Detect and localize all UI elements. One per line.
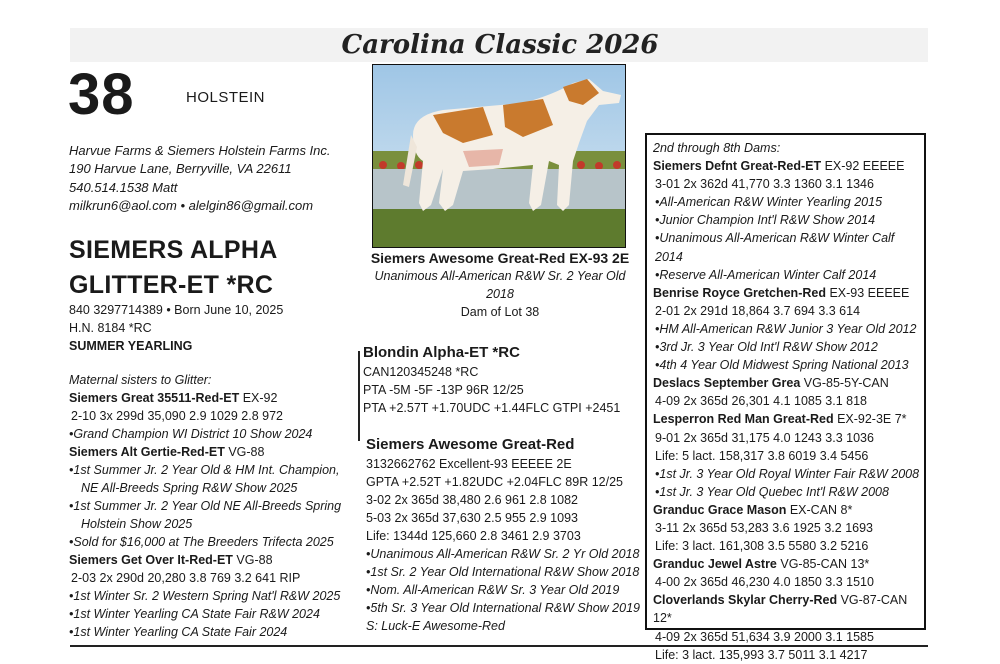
maternal-header: Maternal sisters to Glitter: — [69, 373, 212, 387]
photo-caption — [360, 249, 640, 321]
maternal-sisters — [69, 371, 359, 641]
entry-score: VG-88 — [232, 553, 273, 567]
sire-name: Blondin Alpha-ET *RC — [363, 344, 520, 361]
record-line: Life: 5 lact. 158,317 3.8 6019 3.4 5456 — [655, 448, 869, 463]
entry-name: Siemers Alt Gertie-Red-ET — [69, 445, 225, 459]
record-line: 4-09 2x 365d 51,634 3.9 2000 3.1 1585 — [655, 629, 874, 644]
dam-block — [366, 435, 646, 635]
entry-name: Siemers Great 35511-Red-ET — [69, 391, 240, 405]
sale-title: Carolina Classic 2026 — [341, 30, 659, 60]
award-line: •1st Jr. 3 Year Old Royal Winter Fair R&W 2008 — [655, 466, 920, 481]
entry-name: Lesperron Red Man Great-Red — [653, 412, 834, 427]
award-line: •Unanimous All-American R&W Winter Calf 2014 — [655, 231, 895, 264]
record-line: Life: 3 lact. 135,993 3.7 5011 3.1 4217 — [655, 647, 868, 662]
award-line: •Reserve All-American Winter Calf 2014 — [655, 267, 877, 282]
sire-line: PTA -5M -5F -13P 96R 12/25 — [363, 383, 524, 397]
entry-name: Deslacs September Grea — [653, 376, 801, 391]
entry-name: Siemers Get Over It-Red-ET — [69, 553, 233, 567]
award-line: NE All-Breeds Spring R&W Show 2025 — [81, 481, 298, 495]
animal-ids — [69, 301, 283, 355]
award-line: •1st Sr. 2 Year Old International R&W Show 2018 — [366, 565, 640, 579]
entry-score: VG-87-CAN 12* — [653, 593, 908, 626]
award-line: •1st Summer Jr. 2 Year Old & HM Int. Champion, — [69, 463, 340, 477]
animal-name-line: GLITTER-ET *RC — [69, 271, 274, 299]
award-line: •Grand Champion WI District 10 Show 2024 — [69, 427, 313, 441]
animal-entry-title — [653, 591, 923, 627]
entry-score: EX-92-3E 7* — [833, 412, 907, 427]
caption-subtitle: Unanimous All-American R&W Sr. 2 Year Old 2018 — [374, 269, 626, 301]
record-line: GPTA +2.52T +1.82UDC +2.04FLC 89R 12/25 — [366, 475, 623, 489]
entry-score: EX-93 EEEEE — [825, 285, 910, 300]
record-line: 3-02 2x 365d 38,480 2.6 961 2.8 1082 — [366, 493, 578, 507]
entry-score: EX-CAN 8* — [786, 502, 853, 517]
entry-name: Granduc Jewel Astre — [653, 557, 777, 572]
caption-note: Dam of Lot 38 — [460, 305, 540, 319]
sire-line: CAN120345248 *RC — [363, 365, 479, 379]
award-line: •1st Winter Yearling CA State Fair 2024 — [69, 625, 288, 639]
consignor-block — [69, 142, 331, 215]
consignor-address: 190 Harvue Lane, Berryville, VA 22611 — [69, 161, 292, 177]
animal-entry-title — [69, 551, 359, 569]
award-line: •Nom. All-American R&W Sr. 3 Year Old 2019 — [366, 583, 620, 597]
award-line: •Unanimous All-American R&W Sr. 2 Yr Old 2018 — [366, 547, 640, 561]
award-line: •All-American R&W Winter Yearling 2015 — [655, 195, 883, 210]
consignor-name: Harvue Farms & Siemers Holstein Farms Inc. — [69, 143, 331, 158]
animal-entry-title — [69, 389, 359, 407]
registration-line: 840 3297714389 • Born June 10, 2025 — [69, 303, 284, 317]
animal-name-line: SIEMERS ALPHA — [69, 236, 278, 264]
record-line: 3132662762 Excellent-93 EEEEE 2E — [366, 457, 572, 471]
animal-entry-title — [653, 410, 923, 428]
award-line: •3rd Jr. 3 Year Old Int'l R&W Show 2012 — [655, 340, 878, 355]
caption-title: Siemers Awesome Great-Red EX-93 2E — [370, 250, 630, 266]
entry-score: VG-88 — [224, 445, 265, 459]
entry-score: VG-85-CAN 13* — [776, 557, 870, 572]
lot-number: 38 — [68, 62, 135, 127]
pedigree-bracket — [358, 351, 360, 441]
award-line: •Sold for $16,000 at The Breeders Trifecta 2025 — [69, 535, 334, 549]
award-line: Holstein Show 2025 — [81, 517, 193, 531]
entry-score: VG-85-5Y-CAN — [800, 376, 889, 391]
record-line: 2-10 3x 299d 35,090 2.9 1029 2.8 972 — [71, 409, 283, 423]
award-line: S: Luck-E Awesome-Red — [366, 619, 505, 633]
entry-name: Siemers Defnt Great-Red-ET — [653, 159, 822, 174]
entry-name: Benrise Royce Gretchen-Red — [653, 285, 826, 300]
record-line: 3-01 2x 362d 41,770 3.3 1360 3.1 1346 — [655, 177, 874, 192]
record-line: 4-00 2x 365d 46,230 4.0 1850 3.3 1510 — [655, 575, 874, 590]
class-label: SUMMER YEARLING — [69, 339, 193, 353]
animal-entry-title — [653, 555, 923, 573]
sire-block — [363, 343, 643, 417]
entry-name: Cloverlands Skylar Cherry-Red — [653, 593, 838, 608]
animal-entry-title — [653, 157, 923, 175]
award-line: •Junior Champion Int'l R&W Show 2014 — [655, 213, 876, 228]
dam-name: Siemers Awesome Great-Red — [366, 436, 575, 453]
animal-entry-title — [69, 443, 359, 461]
animal-name — [69, 233, 278, 303]
record-line: Life: 3 lact. 161,308 3.5 5580 3.2 5216 — [655, 539, 869, 554]
consignor-phone: 540.514.1538 Matt — [69, 179, 178, 195]
bottom-rule — [70, 645, 928, 647]
record-line: 9-01 2x 365d 31,175 4.0 1243 3.3 1036 — [655, 430, 874, 445]
animal-entry-title — [653, 501, 923, 519]
award-line: •4th 4 Year Old Midwest Spring National 2013 — [655, 358, 909, 373]
record-line: 2-01 2x 291d 18,864 3.7 694 3.3 614 — [655, 303, 861, 318]
sire-line: PTA +2.57T +1.70UDC +1.44FLC GTPI +2451 — [363, 401, 621, 415]
award-line: •1st Jr. 3 Year Old Quebec Int'l R&W 2008 — [655, 484, 889, 499]
record-line: 4-09 2x 365d 26,301 4.1 1085 3.1 818 — [655, 394, 867, 409]
animal-entry-title — [653, 284, 923, 302]
entry-score: EX-92 — [239, 391, 278, 405]
dams-box-header: 2nd through 8th Dams: — [653, 141, 781, 155]
animal-entry-title — [653, 374, 923, 392]
herd-number-line: H.N. 8184 *RC — [69, 321, 152, 335]
award-line: •1st Winter Yearling CA State Fair R&W 2024 — [69, 607, 320, 621]
award-line: •HM All-American R&W Junior 3 Year Old 2012 — [655, 321, 917, 336]
entry-score: EX-92 EEEEE — [821, 159, 905, 174]
award-line: •5th Sr. 3 Year Old International R&W Show 2019 — [366, 601, 640, 615]
award-line: •1st Summer Jr. 2 Year Old NE All-Breeds Spring — [69, 499, 342, 513]
record-line: Life: 1344d 125,660 2.8 3461 2.9 3703 — [366, 529, 581, 543]
record-line: 3-11 2x 365d 53,283 3.6 1925 3.2 1693 — [655, 520, 874, 535]
consignor-email: milkrun6@aol.com • alelgin86@gmail.com — [69, 197, 314, 213]
record-line: 2-03 2x 290d 20,280 3.8 769 3.2 641 RIP — [71, 571, 301, 585]
dam-photo — [372, 64, 626, 248]
award-line: •1st Winter Sr. 2 Western Spring Nat'l R&W 2025 — [69, 589, 341, 603]
record-line: 5-03 2x 365d 37,630 2.5 955 2.9 1093 — [366, 511, 578, 525]
entry-name: Granduc Grace Mason — [653, 502, 787, 517]
dams-box — [653, 139, 923, 664]
breed-label: HOLSTEIN — [186, 89, 266, 106]
cow-photo-image — [373, 65, 625, 247]
